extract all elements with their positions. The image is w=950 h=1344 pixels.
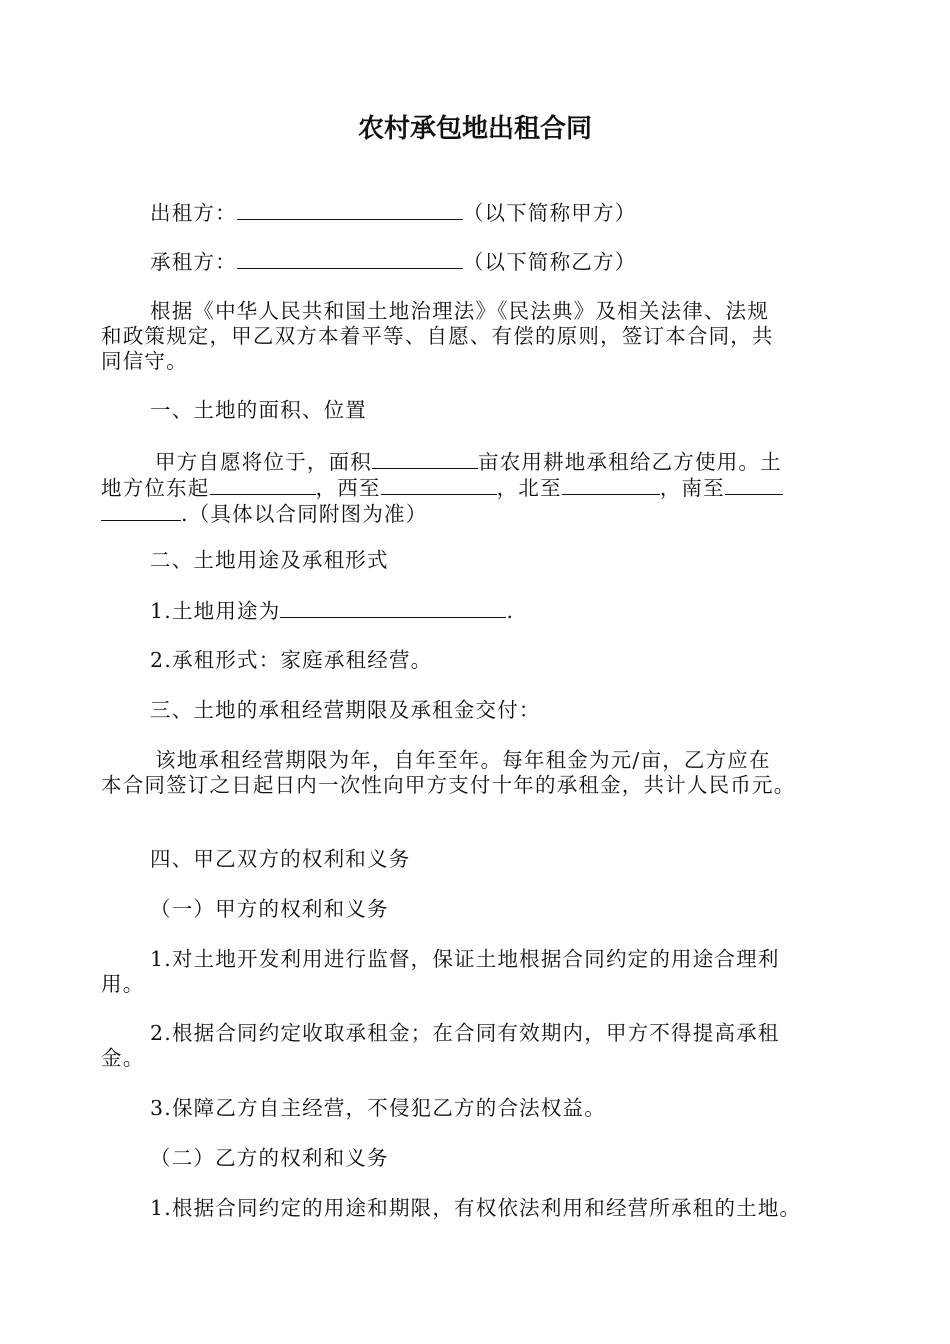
section-2-item-2: 2.承租形式：家庭承租经营。 (150, 648, 433, 672)
preamble-line: 和政策规定，甲乙双方本着平等、自愿、有偿的原则，签订本合同，共 (101, 324, 774, 348)
section-2-heading: 二、土地用途及承租形式 (150, 548, 389, 572)
preamble-line: 同信守。 (101, 349, 188, 373)
south-blank-cont (101, 501, 181, 521)
section-1-line-3 (101, 501, 859, 527)
section-2-item-1 (101, 598, 908, 624)
section-4-a-item-2 (101, 1021, 859, 1071)
section-4-a-item-1 (101, 947, 859, 997)
lessee-line (101, 249, 908, 275)
section-3-line: 该地承租经营期限为年，自年至年。每年租金为元/亩，乙方应在 (155, 748, 771, 772)
east-blank (210, 475, 316, 495)
text-span: 甲方自愿将位于，面积 (155, 450, 372, 474)
land-use-blank (280, 598, 506, 618)
section-1-line-1 (101, 449, 859, 475)
section-4-a-item-3: 3.保障乙方自主经营，不侵犯乙方的合法权益。 (150, 1096, 606, 1120)
lessor-suffix: （以下简称甲方） (462, 201, 637, 225)
north-blank (562, 475, 660, 495)
text-span: .（具体以合同附图为准） (181, 502, 428, 526)
text-span: ，北至 (496, 476, 562, 500)
section-4-b-item-1: 1.根据合同约定的用途和期限，有权依法利用和经营所承租的土地。 (150, 1196, 802, 1220)
lessor-name-blank (237, 200, 463, 220)
document-title: 农村承包地出租合同 (357, 114, 592, 144)
section-1-paragraph (101, 449, 859, 527)
lessor-line (101, 200, 908, 226)
section-3-heading: 三、土地的承租经营期限及承租金交付： (150, 698, 541, 722)
west-blank (381, 475, 497, 495)
south-blank (725, 475, 783, 495)
text-span: 亩农用耕地承租给乙方使用。土 (478, 450, 782, 474)
lessor-label: 出租方： (150, 201, 237, 225)
text-span: 1.土地用途为 (150, 599, 281, 623)
preamble-line: 根据《中华人民共和国土地治理法》《民法典》及相关法律、法规 (150, 299, 770, 323)
item-line: 1.对土地开发利用进行监督，保证土地根据合同约定的用途合理利 (150, 947, 780, 971)
item-line: 2.根据合同约定收取承租金；在合同有效期内，甲方不得提高承租 (150, 1021, 780, 1045)
lessee-label: 承租方： (150, 250, 237, 274)
preamble-paragraph (101, 299, 859, 374)
section-4-sub-2: （二）乙方的权利和义务 (150, 1146, 389, 1170)
text-span: 地方位东起 (101, 476, 210, 500)
item-line: 用。 (101, 972, 145, 996)
section-3-line: 本合同签订之日起日内一次性向甲方支付十年的承租金，共计人民币元。 (101, 773, 796, 797)
text-span: . (506, 599, 515, 623)
item-line: 金。 (101, 1046, 145, 1070)
text-span: ，南至 (659, 476, 725, 500)
area-blank (372, 449, 478, 469)
text-span: ，西至 (315, 476, 381, 500)
section-4-heading: 四、甲乙双方的权利和义务 (150, 847, 411, 871)
section-1-heading: 一、土地的面积、位置 (150, 398, 367, 422)
lessee-name-blank (237, 249, 463, 269)
section-4-sub-1: （一）甲方的权利和义务 (150, 897, 389, 921)
section-3-paragraph (101, 748, 859, 798)
section-1-line-2 (101, 475, 859, 501)
lessee-suffix: （以下简称乙方） (462, 250, 637, 274)
